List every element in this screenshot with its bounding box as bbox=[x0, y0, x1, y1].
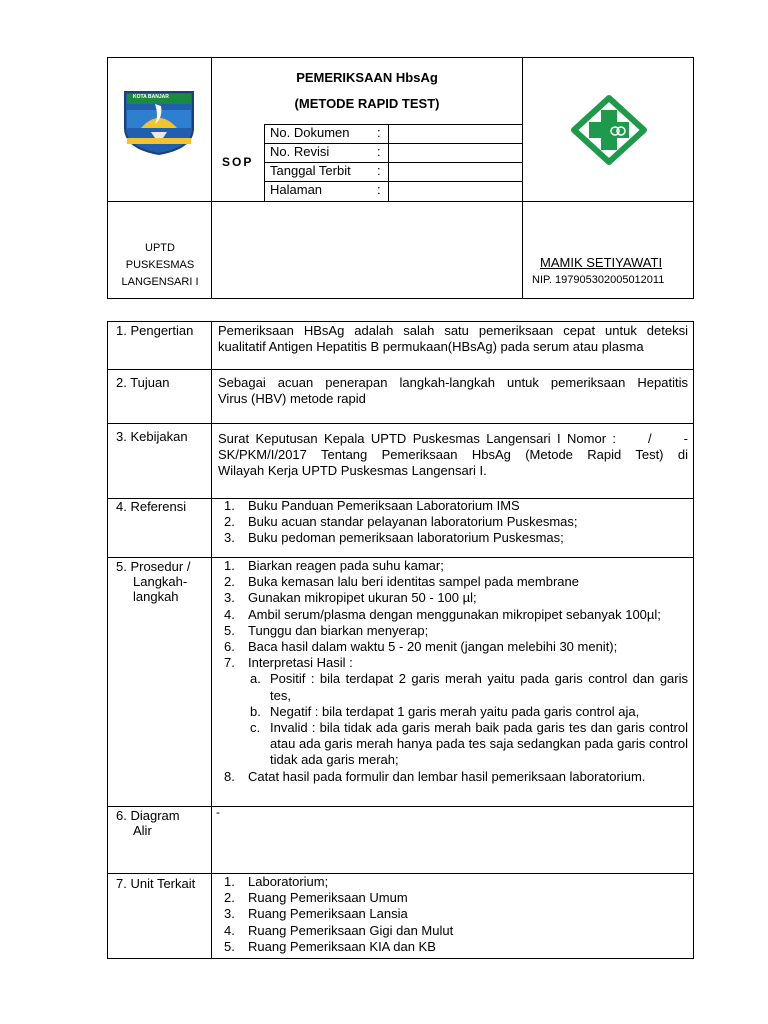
list-item-text: Buku acuan standar pelayanan laboratorium Puskesmas; bbox=[248, 514, 578, 530]
list-item: 7. Interpretasi Hasil : a. Positif : bila terdapat 2 garis merah yaitu pada garis control dan garis tes, b. Negatif : bila terdapat 1 garis merah yaitu pada garis control aja, c. Invalid : bila tidak ada garis merah baik pada garis tes dan garis control atau ada garis merah hanya pada tes saja sedangkan pada garis control tidak ada garis merah; bbox=[224, 655, 688, 768]
section-label-tujuan: 2. Tujuan bbox=[116, 375, 170, 390]
text-line: Sebagai acuan penerapan langkah-langkah untuk pemeriksaan Hepatitis bbox=[218, 375, 688, 390]
list-item-text: Buku Panduan Pemeriksaan Laboratorium IMS bbox=[248, 498, 520, 513]
sub-list-item bbox=[248, 720, 688, 769]
list-item-text: Baca hasil dalam waktu 5 - 20 menit (jangan melebihi 30 menit); bbox=[248, 639, 618, 655]
city-logo-text: KOTA BANJAR bbox=[133, 94, 169, 100]
meta-colon: : bbox=[377, 182, 381, 197]
list-item: 5. Tunggu dan biarkan menyerap; bbox=[224, 622, 429, 638]
list-item: 4. Ruang Pemeriksaan Gigi dan Mulut bbox=[224, 922, 454, 938]
list-item-text: Catat hasil pada formulir dan lembar hasil pemeriksaan laboratorium. bbox=[248, 768, 646, 784]
document-title: PEMERIKSAAN HbsAg bbox=[296, 70, 438, 85]
sub-list-text: Invalid : bila tidak ada garis merah baik pada garis tes dan garis control atau ada garis merah hanya pada tes saja sedangkan pada garis control tidak ada garis merah; bbox=[270, 720, 688, 768]
list-item-text: Ruang Pemeriksaan Lansia bbox=[248, 906, 408, 922]
list-item-text: Biarkan reagen pada suhu kamar; bbox=[248, 558, 444, 573]
section-label-prosedur: 5. Prosedur / bbox=[116, 559, 191, 574]
section-content-unit-terkait bbox=[218, 874, 688, 955]
list-item: 2. Buku acuan standar pelayanan laboratorium Puskesmas; bbox=[224, 514, 578, 530]
section-label-prosedur-2: Langkah- bbox=[133, 574, 188, 589]
document-subtitle: (METODE RAPID TEST) bbox=[294, 96, 440, 111]
sub-list-mark: c. bbox=[250, 720, 261, 736]
section-content-diagram: - bbox=[216, 805, 220, 819]
text-line: SK/PKM/I/2017 Tentang Pemeriksaan HbsAg (Metode Rapid Test) di bbox=[218, 447, 688, 463]
text-line: Pemeriksaan HBsAg adalah salah satu pemeriksaan cepat untuk deteksi bbox=[218, 323, 688, 338]
text-line: kualitatif Antigen Hepatitis B permukaan(HBsAg) pada serum atau plasma bbox=[218, 339, 644, 355]
meta-label-issue-date: Tanggal Terbit bbox=[270, 163, 351, 178]
list-item-text: Interpretasi Hasil : bbox=[248, 655, 353, 671]
text-line: Surat Keputusan Kepala UPTD Puskesmas Langensari I Nomor : / - bbox=[218, 431, 688, 446]
list-item: 3. Ruang Pemeriksaan Lansia bbox=[224, 906, 408, 922]
section-label-diagram-2: Alir bbox=[133, 823, 152, 838]
list-item-text: Ambil serum/plasma dengan menggunakan mikropipet sebanyak 100µl; bbox=[248, 606, 661, 622]
section-content-referensi bbox=[218, 498, 688, 547]
list-item-text: Ruang Pemeriksaan Gigi dan Mulut bbox=[248, 922, 454, 938]
meta-colon: : bbox=[377, 163, 381, 178]
org-line-puskesmas: PUSKESMAS bbox=[125, 259, 195, 271]
sub-list-item bbox=[248, 671, 688, 703]
list-item-text: Ruang Pemeriksaan KIA dan KB bbox=[248, 938, 436, 954]
signer-nip: NIP. 197905302005012011 bbox=[532, 274, 665, 286]
meta-label-doc-number: No. Dokumen bbox=[270, 125, 350, 140]
sub-list-text: Positif : bila terdapat 2 garis merah yaitu pada garis control dan garis tes, bbox=[270, 671, 688, 703]
list-item-text: Buka kemasan lalu beri identitas sampel pada membrane bbox=[248, 574, 579, 590]
list-item-text: Buku pedoman pemeriksaan laboratorium Puskesmas; bbox=[248, 530, 564, 546]
sub-list-text: Negatif : bila terdapat 1 garis merah yaitu pada garis control aja, bbox=[270, 703, 640, 719]
meta-colon: : bbox=[377, 125, 381, 140]
list-item: 6. Baca hasil dalam waktu 5 - 20 menit (jangan melebihi 30 menit); bbox=[224, 639, 618, 655]
list-item: 2. Buka kemasan lalu beri identitas sampel pada membrane bbox=[224, 574, 579, 590]
list-item-text: Laboratorium; bbox=[248, 874, 329, 889]
list-item: 1. Laboratorium; bbox=[224, 874, 329, 889]
list-item: 5. Ruang Pemeriksaan KIA dan KB bbox=[224, 938, 436, 954]
section-label-pengertian: 1. Pengertian bbox=[116, 323, 194, 338]
city-logo bbox=[121, 88, 197, 156]
text-line: Virus (HBV) metode rapid bbox=[218, 391, 366, 407]
signer-name: MAMIK SETIYAWATI bbox=[540, 255, 663, 270]
list-item: 1. Biarkan reagen pada suhu kamar; bbox=[224, 558, 444, 573]
org-line-uptd: UPTD bbox=[145, 242, 175, 254]
list-item: 8. Catat hasil pada formulir dan lembar hasil pemeriksaan laboratorium. bbox=[224, 768, 646, 784]
text-line: Wilayah Kerja UPTD Puskesmas Langensari I. bbox=[218, 463, 487, 479]
list-item-text: Tunggu dan biarkan menyerap; bbox=[248, 622, 429, 638]
list-item: 2. Ruang Pemeriksaan Umum bbox=[224, 890, 408, 906]
list-item-text: Gunakan mikropipet ukuran 50 - 100 µl; bbox=[248, 590, 477, 606]
puskesmas-cross-icon bbox=[570, 94, 648, 166]
meta-label-page: Halaman bbox=[270, 182, 323, 197]
meta-label-revision: No. Revisi bbox=[270, 144, 330, 159]
list-item-text: Ruang Pemeriksaan Umum bbox=[248, 890, 408, 906]
section-label-referensi: 4. Referensi bbox=[116, 499, 187, 514]
list-item: 3. Buku pedoman pemeriksaan laboratorium Puskesmas; bbox=[224, 530, 564, 546]
section-content-tujuan bbox=[218, 375, 688, 407]
section-label-unit-terkait: 7. Unit Terkait bbox=[116, 876, 196, 891]
section-label-prosedur-3: langkah bbox=[133, 589, 179, 604]
section-content-prosedur bbox=[218, 558, 688, 785]
section-label-kebijakan: 3. Kebijakan bbox=[116, 429, 188, 444]
list-item: 4. Ambil serum/plasma dengan menggunakan mikropipet sebanyak 100µl; bbox=[224, 606, 661, 622]
list-item: 1. Buku Panduan Pemeriksaan Laboratorium IMS bbox=[224, 498, 520, 513]
sub-list-item bbox=[248, 704, 688, 720]
section-content-kebijakan bbox=[218, 431, 688, 480]
org-line-langensari: LANGENSARI I bbox=[121, 276, 199, 288]
sub-list-mark: b. bbox=[250, 703, 261, 719]
list-item: 3. Gunakan mikropipet ukuran 50 - 100 µl; bbox=[224, 590, 477, 606]
sop-label: SOP bbox=[222, 155, 254, 169]
sub-list-mark: a. bbox=[250, 671, 261, 687]
meta-colon: : bbox=[377, 144, 381, 159]
section-label-diagram: 6. Diagram bbox=[116, 808, 180, 823]
section-content-pengertian bbox=[218, 323, 688, 355]
